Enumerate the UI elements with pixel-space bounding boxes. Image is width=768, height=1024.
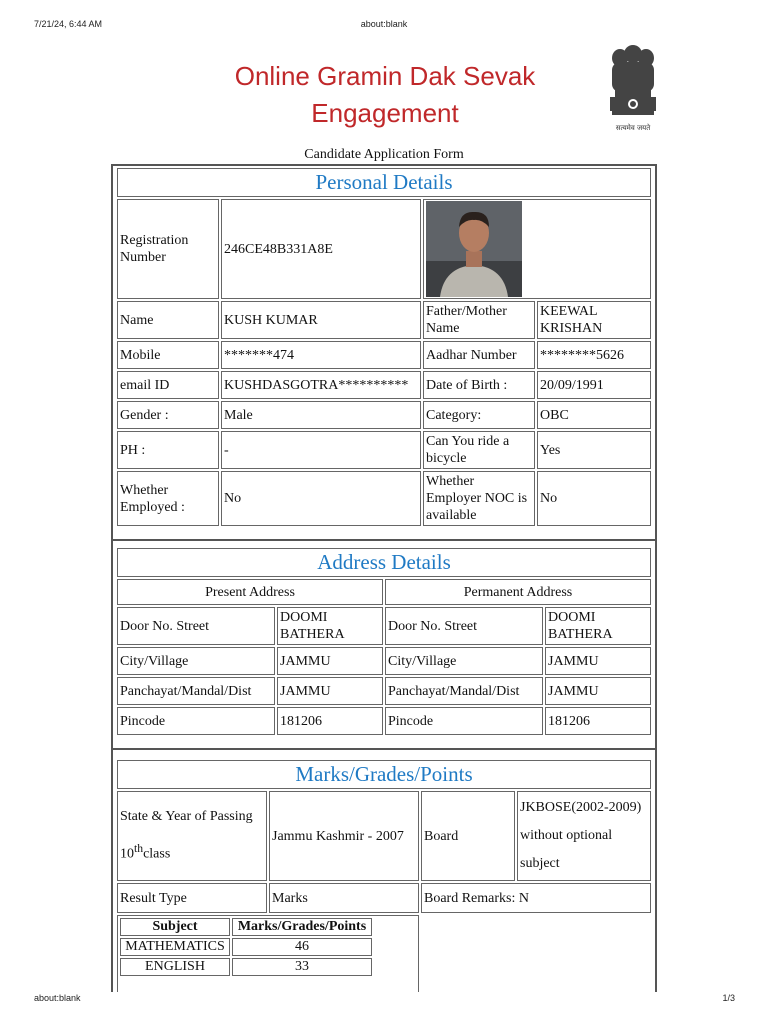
email-value: KUSHDASGOTRA**********	[221, 371, 421, 399]
ph-label: PH :	[117, 431, 219, 469]
print-url: about:blank	[360, 19, 408, 29]
present-pincode-label: Pincode	[117, 707, 275, 735]
subject-marks-table	[118, 916, 374, 978]
present-panchayat-value: JAMMU	[277, 677, 383, 705]
marks-heading: Marks/Grades/Points	[117, 760, 651, 789]
state-year-label	[117, 791, 267, 881]
gender-label: Gender :	[117, 401, 219, 429]
board-label: Board	[421, 791, 515, 881]
permanent-pincode-label: Pincode	[385, 707, 543, 735]
dob-label: Date of Birth :	[423, 371, 535, 399]
candidate-photo	[426, 201, 522, 297]
subject-name: ENGLISH	[120, 958, 230, 976]
table-row	[120, 958, 372, 976]
permanent-door-value: DOOMI BATHERA	[545, 607, 651, 645]
personal-details-section	[115, 166, 653, 528]
page-number: 1/3	[722, 993, 735, 1003]
father-name-label: Father/Mother Name	[423, 301, 535, 339]
mobile-label: Mobile	[117, 341, 219, 369]
table-row	[120, 938, 372, 956]
print-footer-url: about:blank	[34, 993, 81, 1003]
mobile-value: *******474	[221, 341, 421, 369]
aadhar-label: Aadhar Number	[423, 341, 535, 369]
result-type-label: Result Type	[117, 883, 267, 913]
employed-value: No	[221, 471, 421, 526]
permanent-city-value: JAMMU	[545, 647, 651, 675]
title-line-1: Online Gramin Dak Sevak	[234, 61, 536, 91]
permanent-address-heading: Permanent Address	[385, 579, 651, 605]
present-pincode-value: 181206	[277, 707, 383, 735]
noc-label: Whether Employer NOC is available	[423, 471, 535, 526]
present-address-heading: Present Address	[117, 579, 383, 605]
address-details-section	[115, 546, 653, 737]
present-door-label: Door No. Street	[117, 607, 275, 645]
father-name-value: KEEWAL KRISHAN	[537, 301, 651, 339]
name-value: KUSH KUMAR	[221, 301, 421, 339]
permanent-panchayat-value: JAMMU	[545, 677, 651, 705]
class-suffix: class	[143, 846, 171, 862]
class-sup: th	[134, 842, 144, 856]
subject-marks: 33	[232, 958, 372, 976]
present-panchayat-label: Panchayat/Mandal/Dist	[117, 677, 275, 705]
subject-marks: 46	[232, 938, 372, 956]
bicycle-value: Yes	[537, 431, 651, 469]
subject-name: MATHEMATICS	[120, 938, 230, 956]
permanent-pincode-value: 181206	[545, 707, 651, 735]
application-form	[111, 164, 657, 992]
personal-details-heading: Personal Details	[117, 168, 651, 197]
email-label: email ID	[117, 371, 219, 399]
permanent-panchayat-label: Panchayat/Mandal/Dist	[385, 677, 543, 705]
print-datetime: 7/21/24, 6:44 AM	[34, 19, 103, 29]
permanent-door-label: Door No. Street	[385, 607, 543, 645]
form-title: Candidate Application Form	[304, 147, 464, 162]
present-city-value: JAMMU	[277, 647, 383, 675]
marks-section	[115, 758, 653, 992]
gender-value: Male	[221, 401, 421, 429]
bicycle-label: Can You ride a bicycle	[423, 431, 535, 469]
emblem-motto: सत्यमेव जयते	[615, 124, 651, 132]
state-year-label-text: State & Year of Passing	[120, 809, 253, 825]
class-prefix: 10	[120, 846, 134, 862]
marks-header: Marks/Grades/Points	[232, 918, 372, 936]
category-label: Category:	[423, 401, 535, 429]
name-label: Name	[117, 301, 219, 339]
noc-value: No	[537, 471, 651, 526]
present-city-label: City/Village	[117, 647, 275, 675]
dob-value: 20/09/1991	[537, 371, 651, 399]
title-line-2: Engagement	[311, 98, 459, 128]
board-value: JKBOSE(2002-2009) without optional subject	[517, 791, 651, 881]
state-year-value: Jammu Kashmir - 2007	[269, 791, 419, 881]
address-details-heading: Address Details	[117, 548, 651, 577]
permanent-city-label: City/Village	[385, 647, 543, 675]
employed-label: Whether Employed :	[117, 471, 219, 526]
category-value: OBC	[537, 401, 651, 429]
aadhar-value: ********5626	[537, 341, 651, 369]
present-door-value: DOOMI BATHERA	[277, 607, 383, 645]
board-remarks: Board Remarks: N	[421, 883, 651, 913]
registration-label: Registration Number	[117, 199, 219, 299]
result-type-value: Marks	[269, 883, 419, 913]
ph-value: -	[221, 431, 421, 469]
registration-value: 246CE48B331A8E	[221, 199, 421, 299]
subject-header: Subject	[120, 918, 230, 936]
page-title	[180, 58, 590, 132]
